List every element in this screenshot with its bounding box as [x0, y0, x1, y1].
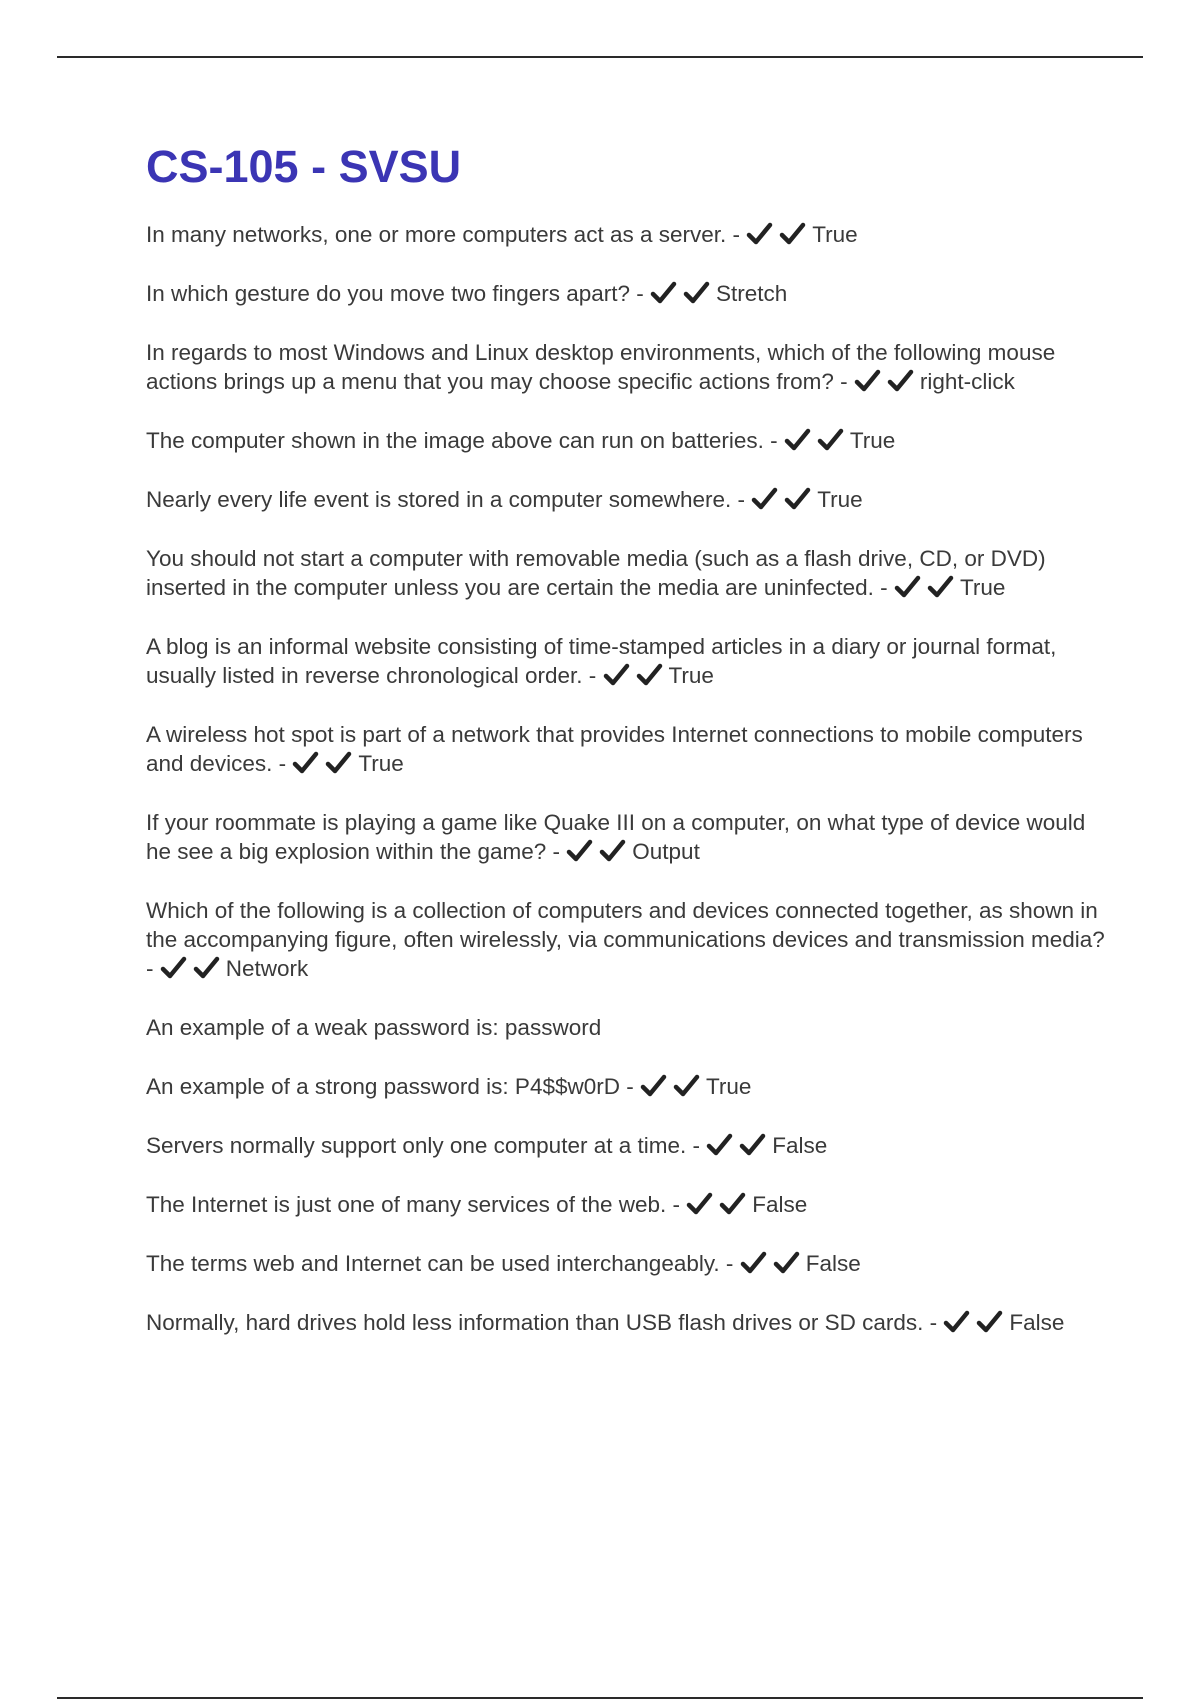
qa-item	[146, 632, 1106, 690]
check-icon	[706, 1133, 733, 1157]
check-icon	[739, 1133, 766, 1157]
check-icon	[650, 281, 677, 305]
answer-checks	[740, 1249, 861, 1278]
document-body	[146, 140, 1106, 1367]
answer-checks	[746, 220, 857, 249]
answer-text: right-click	[919, 369, 1015, 394]
check-icon	[894, 575, 921, 599]
answer-text: True	[812, 222, 858, 247]
answer-checks	[784, 426, 895, 455]
answer-text: False	[1009, 1310, 1065, 1335]
answer-checks	[686, 1190, 807, 1219]
check-icon	[566, 839, 593, 863]
qa-item	[146, 1013, 1106, 1042]
answer-checks	[603, 661, 714, 690]
question-text: The computer shown in the image above can run on batteries. -	[146, 428, 778, 453]
check-icon	[686, 1192, 713, 1216]
question-text: An example of a weak password is: password	[146, 1015, 602, 1040]
qa-item	[146, 485, 1106, 514]
check-icon	[976, 1310, 1003, 1334]
check-icon	[325, 751, 352, 775]
qa-item	[146, 1072, 1106, 1101]
question-text: If your roommate is playing a game like Quake III on a computer, on what type of device would he see a big explosion within the game? -	[146, 810, 1086, 864]
answer-checks	[751, 485, 862, 514]
check-icon	[636, 663, 663, 687]
check-icon	[193, 956, 220, 980]
answer-text: True	[668, 663, 714, 688]
question-text: In many networks, one or more computers act as a server. -	[146, 222, 740, 247]
check-icon	[943, 1310, 970, 1334]
qa-item	[146, 1308, 1106, 1337]
check-icon	[719, 1192, 746, 1216]
check-icon	[927, 575, 954, 599]
check-icon	[779, 222, 806, 246]
check-icon	[817, 428, 844, 452]
check-icon	[673, 1074, 700, 1098]
qa-item	[146, 720, 1106, 778]
check-icon	[640, 1074, 667, 1098]
answer-checks	[943, 1308, 1064, 1337]
question-text: Servers normally support only one computer at a time. -	[146, 1133, 700, 1158]
question-text: A wireless hot spot is part of a network that provides Internet connections to mobile computers and devices. -	[146, 722, 1083, 776]
answer-text: True	[706, 1074, 752, 1099]
qa-item	[146, 896, 1106, 983]
answer-text: True	[358, 751, 404, 776]
qa-item	[146, 544, 1106, 602]
question-text: The terms web and Internet can be used interchangeably. -	[146, 1251, 734, 1276]
question-text: A blog is an informal website consisting of time-stamped articles in a diary or journal format, usually listed in reverse chronological order. -	[146, 634, 1057, 688]
answer-text: False	[752, 1192, 808, 1217]
qa-item	[146, 220, 1106, 249]
bottom-rule	[57, 1697, 1143, 1699]
answer-checks	[292, 749, 403, 778]
top-rule	[57, 56, 1143, 58]
question-text: Nearly every life event is stored in a computer somewhere. -	[146, 487, 745, 512]
answer-text: False	[772, 1133, 828, 1158]
check-icon	[746, 222, 773, 246]
answer-checks	[566, 837, 700, 866]
question-text: In which gesture do you move two fingers apart? -	[146, 281, 644, 306]
document-title: CS-105 - SVSU	[146, 141, 462, 192]
check-icon	[683, 281, 710, 305]
question-text: Normally, hard drives hold less information than USB flash drives or SD cards. -	[146, 1310, 938, 1335]
qa-item	[146, 279, 1106, 308]
answer-checks	[706, 1131, 827, 1160]
question-text: An example of a strong password is: P4$$w0rD -	[146, 1074, 634, 1099]
qa-item	[146, 1131, 1106, 1160]
check-icon	[773, 1251, 800, 1275]
check-icon	[854, 369, 881, 393]
answer-text: Output	[632, 839, 700, 864]
answer-text: True	[849, 428, 896, 453]
check-icon	[751, 487, 778, 511]
qa-item	[146, 1190, 1106, 1219]
check-icon	[292, 751, 319, 775]
question-text: In regards to most Windows and Linux desktop environments, which of the following mouse actions brings up a menu that you may choose specific actions from? -	[146, 340, 1056, 394]
answer-text: False	[805, 1251, 861, 1276]
qa-item	[146, 808, 1106, 866]
question-text: Which of the following is a collection of computers and devices connected together, as shown in the accompanying figure, often wirelessly, via communications devices and transmission media? -	[146, 898, 1105, 981]
answer-text: True	[959, 575, 1006, 600]
answer-text: Network	[225, 956, 309, 981]
check-icon	[603, 663, 630, 687]
answer-checks	[854, 367, 1015, 396]
check-icon	[740, 1251, 767, 1275]
check-icon	[887, 369, 914, 393]
answer-checks	[650, 279, 787, 308]
check-icon	[599, 839, 626, 863]
answer-checks	[160, 954, 309, 983]
qa-item	[146, 426, 1106, 455]
answer-text: True	[817, 487, 863, 512]
qa-item	[146, 338, 1106, 396]
check-icon	[160, 956, 187, 980]
check-icon	[784, 428, 811, 452]
question-text: You should not start a computer with removable media (such as a flash drive, CD, or DVD) inserted in the computer unless you are certain the media are uninfected. -	[146, 546, 1046, 600]
check-icon	[784, 487, 811, 511]
answer-text: Stretch	[716, 281, 788, 306]
answer-checks	[894, 573, 1005, 602]
answer-checks	[640, 1072, 751, 1101]
qa-item	[146, 1249, 1106, 1278]
question-text: The Internet is just one of many services of the web. -	[146, 1192, 681, 1217]
